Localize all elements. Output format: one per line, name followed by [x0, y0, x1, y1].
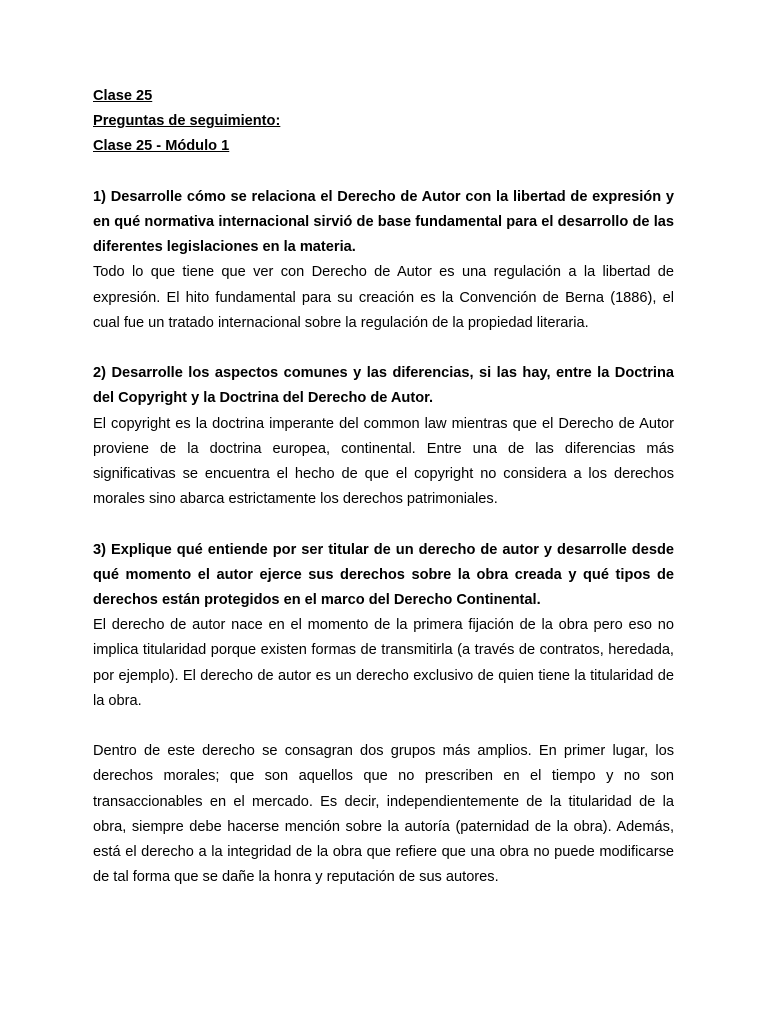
answer-1: Todo lo que tiene que ver con Derecho de Autor es una regulación a la libertad de expresión. El hito fundamental para su creación es la Convención de Berna (1886), el cual fue un tratado internacional sobre la regulación de la propiedad literaria. [93, 264, 674, 331]
question-2: 2) Desarrolle los aspectos comunes y las diferencias, si las hay, entre la Doctrina del Copyright y la Doctrina del Derecho de Autor. [93, 365, 674, 407]
spacer [93, 714, 674, 739]
spacer [93, 512, 674, 537]
question-1: 1) Desarrolle cómo se relaciona el Derecho de Autor con la libertad de expresión y en qué normativa internacional sirvió de base fundamental para el desarrollo de las diferentes legislaciones en la materia. [93, 188, 674, 256]
spacer [93, 160, 674, 185]
document-page [93, 84, 674, 890]
answer-3-paragraph-1: El derecho de autor nace en el momento de la primera fijación de la obra pero eso no implica titularidad porque existen formas de transmitirla (a través de contratos, heredada, por ejemplo). El derecho de autor es un derecho exclusivo de quien tiene la titularidad de la obra. [93, 617, 674, 709]
question-3: 3) Explique qué entiende por ser titular de un derecho de autor y desarrolle desde qué momento el autor ejerce sus derechos sobre la obra creada y qué tipos de derechos están protegidos en el marco del Derecho Continental. [93, 541, 674, 609]
module-title: Clase 25 - Módulo 1 [93, 138, 230, 155]
class-title: Clase 25 [93, 88, 153, 104]
spacer [93, 336, 674, 361]
answer-3-paragraph-2: Dentro de este derecho se consagran dos grupos más amplios. En primer lugar, los derechos morales; que son aquellos que no prescriben en el tiempo y no son transaccionables en el mercado. Es decir, independientemente de la titularidad de la obra, siempre debe hacerse mención sobre la autoría (paternidad de la obra). Además, está el derecho a la integridad de la obra que refiere que una obra no puede modificarse de tal forma que se dañe la honra y reputación de sus autores. [93, 743, 674, 886]
section-title: Preguntas de seguimiento: [93, 113, 281, 130]
answer-2: El copyright es la doctrina imperante del common law mientras que el Derecho de Autor proviene de la doctrina europea, continental. Entre una de las diferencias más significativas se encuentra el hecho de que el copyright no considera a los derechos morales sino abarca estrictamente los derechos patrimoniales. [93, 415, 674, 508]
